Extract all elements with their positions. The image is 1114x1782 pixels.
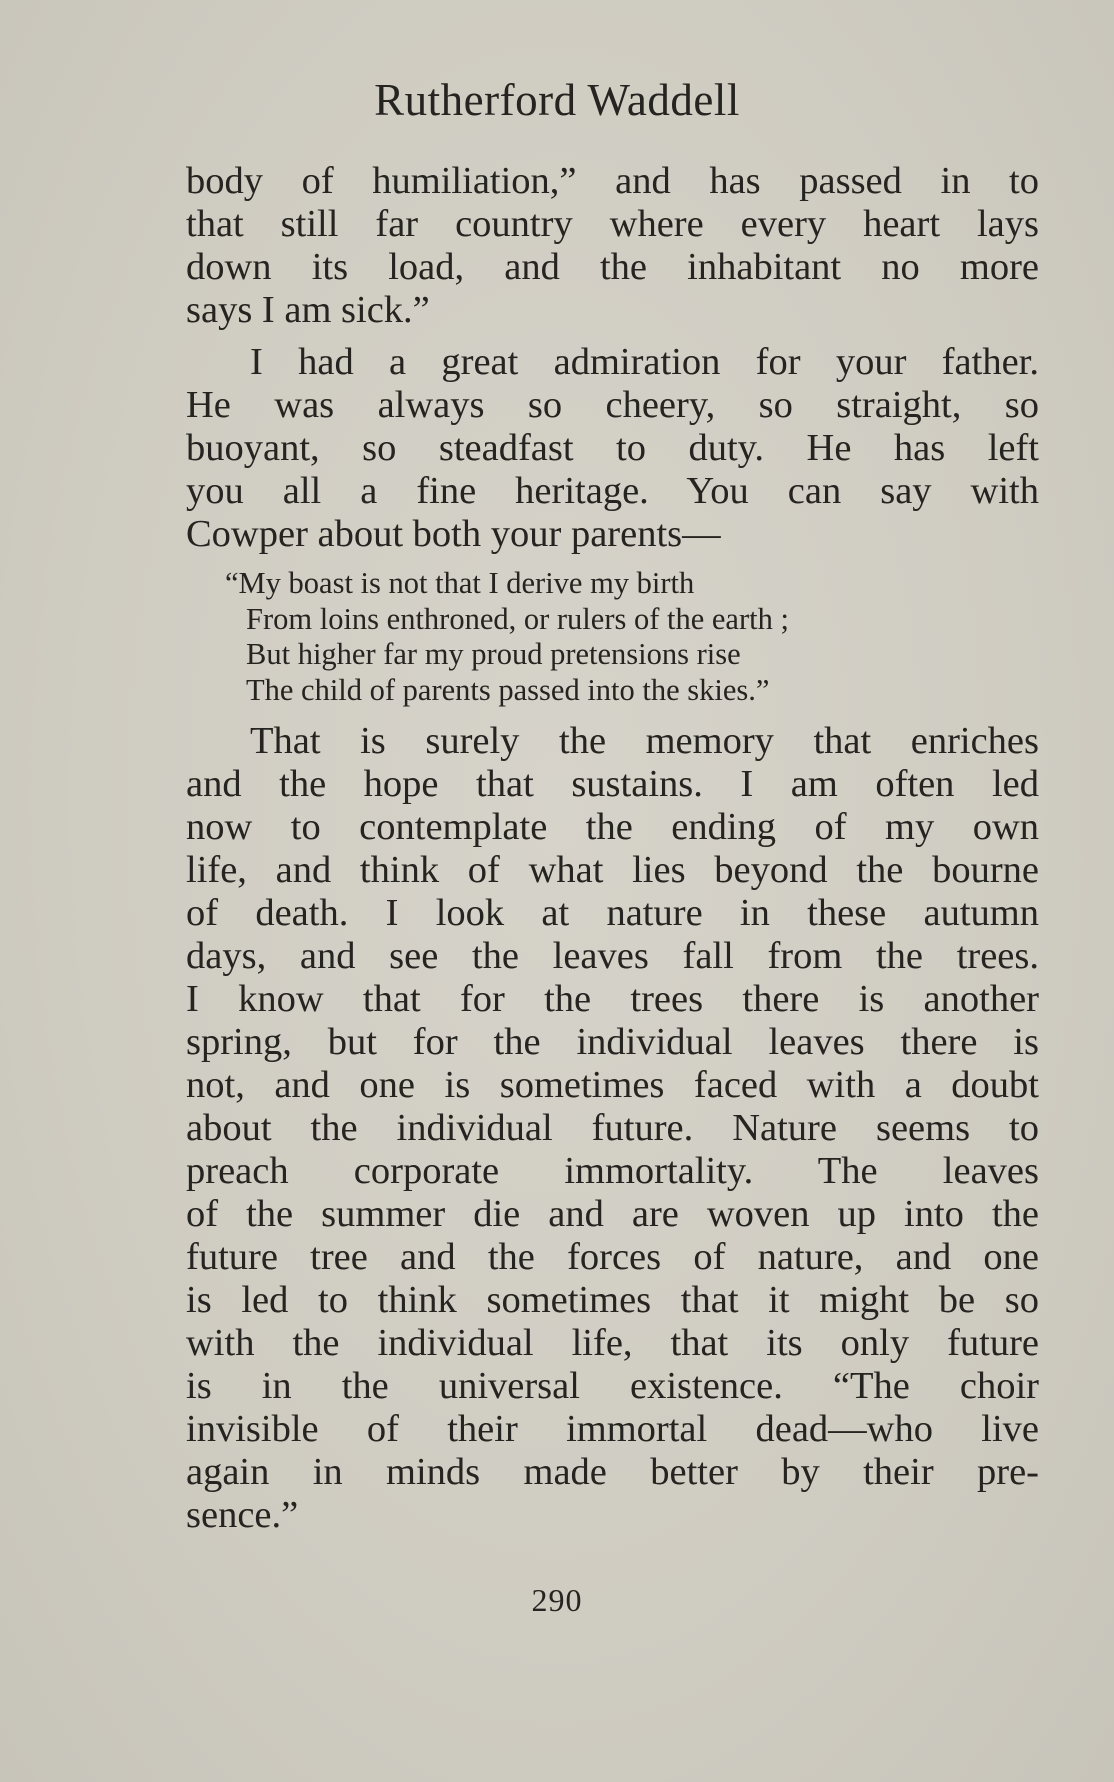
body-text bbox=[186, 160, 1039, 1537]
text-line: again in minds made better by their pre- bbox=[186, 1451, 1039, 1493]
text-line: about the individual future. Nature seems to bbox=[186, 1107, 1039, 1149]
text-line: that still far country where every heart lays bbox=[186, 203, 1039, 245]
text-line: I had a great admiration for your father. bbox=[250, 341, 1039, 383]
text-line: He was always so cheery, so straight, so bbox=[186, 384, 1039, 426]
text-line: spring, but for the individual leaves there is bbox=[186, 1021, 1039, 1063]
text-line: with the individual life, that its only future bbox=[186, 1322, 1039, 1364]
verse-line: From loins enthroned, or rulers of the earth ; bbox=[246, 601, 789, 636]
text-line: I know that for the trees there is another bbox=[186, 978, 1039, 1020]
text-line: now to contemplate the ending of my own bbox=[186, 806, 1039, 848]
verse-line: But higher far my proud pretensions rise bbox=[246, 637, 741, 671]
text-line: buoyant, so steadfast to duty. He has left bbox=[186, 427, 1039, 469]
text-line: you all a fine heritage. You can say with bbox=[186, 470, 1039, 512]
paragraph-3 bbox=[186, 720, 1039, 1537]
text-line: preach corporate immortality. The leaves bbox=[186, 1150, 1039, 1192]
text-line: sence.” bbox=[186, 1494, 299, 1536]
verse-line: “My boast is not that I derive my birth bbox=[225, 566, 695, 600]
paragraph-2 bbox=[186, 341, 1039, 556]
text-line: life, and think of what lies beyond the bourne bbox=[186, 849, 1039, 891]
text-line: Cowper about both your parents— bbox=[186, 513, 721, 555]
text-line: is in the universal existence. “The choir bbox=[186, 1365, 1039, 1407]
text-line: of death. I look at nature in these autumn bbox=[186, 892, 1039, 934]
text-line: is led to think sometimes that it might be so bbox=[186, 1279, 1039, 1321]
text-line: body of humiliation,” and has passed in to bbox=[186, 160, 1039, 202]
text-line: of the summer die and are woven up into the bbox=[186, 1193, 1039, 1235]
verse-line: The child of parents passed into the skies.” bbox=[246, 672, 770, 707]
text-line: and the hope that sustains. I am often led bbox=[186, 763, 1039, 805]
text-line: days, and see the leaves fall from the trees. bbox=[186, 935, 1039, 977]
paragraph-1 bbox=[186, 160, 1039, 332]
verse-quotation bbox=[186, 566, 1039, 708]
page-number: 290 bbox=[531, 1582, 583, 1618]
text-line: not, and one is sometimes faced with a doubt bbox=[186, 1064, 1039, 1106]
text-line: future tree and the forces of nature, and one bbox=[186, 1236, 1039, 1278]
running-head: Rutherford Waddell bbox=[374, 75, 740, 125]
text-line: That is surely the memory that enriches bbox=[250, 720, 1039, 762]
text-line: down its load, and the inhabitant no more bbox=[186, 246, 1039, 288]
text-line: says I am sick.” bbox=[186, 289, 430, 331]
text-line: invisible of their immortal dead—who live bbox=[186, 1408, 1039, 1450]
